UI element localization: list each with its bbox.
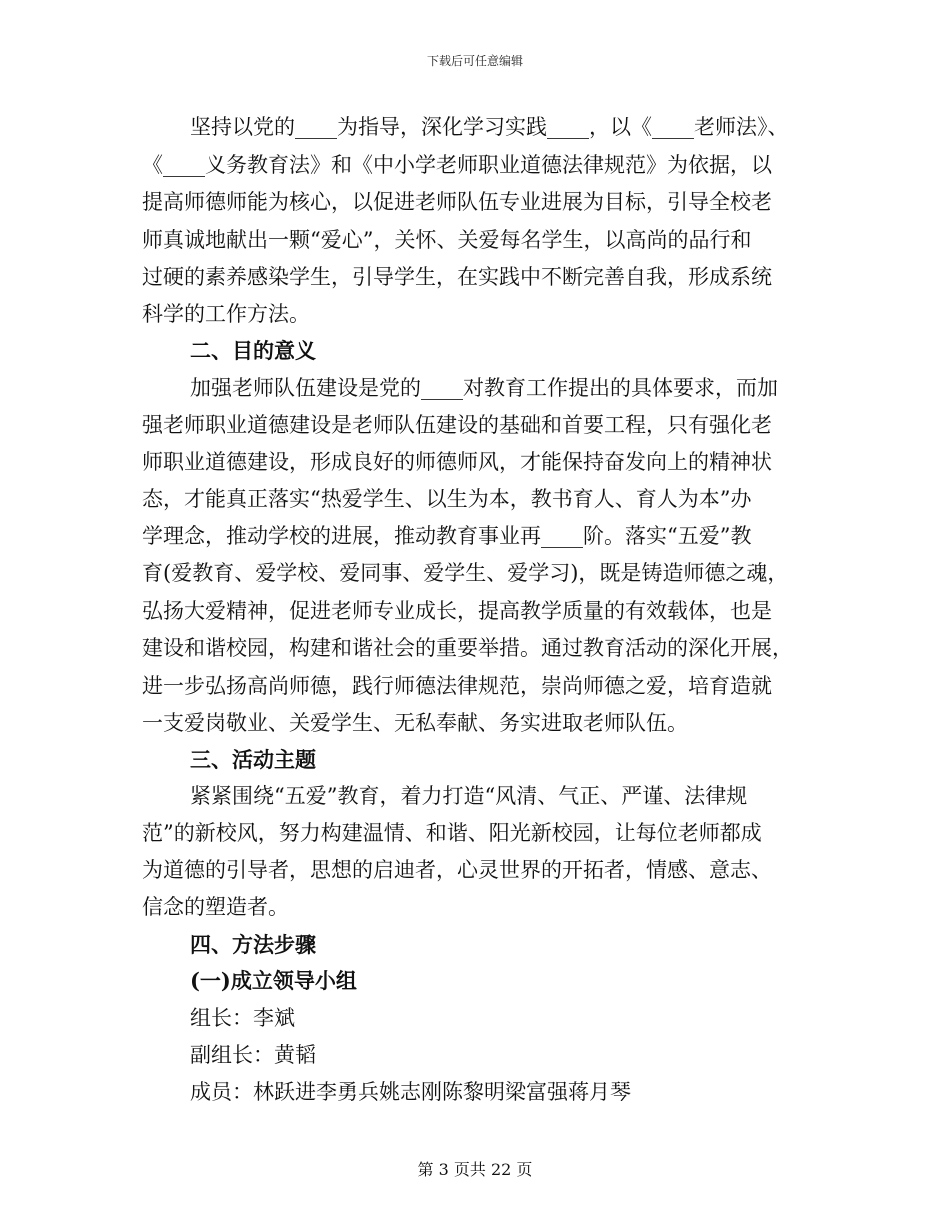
paragraph-line: 育(爱教育、爱学校、爱同事、爱学生、爱学习)，既是铸造师德之魂，: [142, 561, 789, 585]
section-heading: 四、方法步骤: [190, 932, 316, 957]
paragraph-line: 弘扬大爱精神，促进老师专业成长，提高教学质量的有效载体，也是: [142, 599, 772, 623]
team-members: 成员：林跃进李勇兵姚志刚陈黎明梁富强蒋月琴: [190, 1080, 631, 1104]
paragraph-line: 进一步弘扬高尚师德，践行师德法律规范，崇尚师德之爱，培育造就: [142, 674, 772, 698]
paragraph-line: 建设和谐校园，构建和谐社会的重要举措。通过教育活动的深化开展，: [142, 636, 793, 660]
paragraph-line: 一支爱岗敬业、关爱学生、无私奉献、务实进取老师队伍。: [142, 711, 688, 735]
paragraph-line: 《____义务教育法》和《中小学老师职业道德法律规范》为依据，以: [142, 153, 772, 177]
paragraph-line: 加强老师队伍建设是党的____对教育工作提出的具体要求，而加: [190, 376, 778, 400]
paragraph-line: 科学的工作方法。: [142, 302, 310, 326]
paragraph-line: 信念的塑造者。: [142, 895, 289, 919]
page-header: 下载后可任意编辑: [426, 54, 523, 68]
paragraph-line: 师真诚地献出一颗“爱心”，关怀、关爱每名学生，以高尚的品行和: [142, 228, 752, 252]
paragraph-line: 坚持以党的____为指导，深化学习实践____，以《____老师法》、: [190, 115, 789, 139]
team-deputy-leader: 副组长：黄韬: [190, 1043, 316, 1067]
paragraph-line: 为道德的引导者，思想的启迪者，心灵世界的开拓者，情感、意志、: [142, 858, 772, 882]
team-leader: 组长：李斌: [190, 1006, 295, 1030]
subsection-heading: (一)成立领导小组: [190, 968, 357, 993]
paragraph-line: 提高师德师能为核心，以促进老师队伍专业进展为目标，引导全校老: [142, 190, 772, 214]
section-heading: 三、活动主题: [190, 747, 316, 772]
paragraph-line: 师职业道德建设，形成良好的师德师风，才能保持奋发向上的精神状: [142, 450, 772, 474]
page-number: 第 3 页共 22 页: [417, 1160, 533, 1179]
paragraph-line: 过硬的素养感染学生，引导学生，在实践中不断完善自我，形成系统: [142, 265, 772, 289]
paragraph-line: 态，才能真正落实“热爱学生、以生为本，教书育人、育人为本”办: [142, 487, 752, 511]
paragraph-line: 学理念，推动学校的进展，推动教育事业再____阶。落实“五爱”教: [142, 524, 752, 548]
paragraph-line: 强老师职业道德建设是老师队伍建设的基础和首要工程，只有强化老: [142, 413, 772, 437]
paragraph-line: 紧紧围绕“五爱”教育，着力打造“风清、气正、严谨、法律规: [190, 784, 748, 808]
section-heading: 二、目的意义: [190, 338, 316, 363]
paragraph-line: 范”的新校风，努力构建温情、和谐、阳光新校园，让每位老师都成: [142, 821, 762, 845]
